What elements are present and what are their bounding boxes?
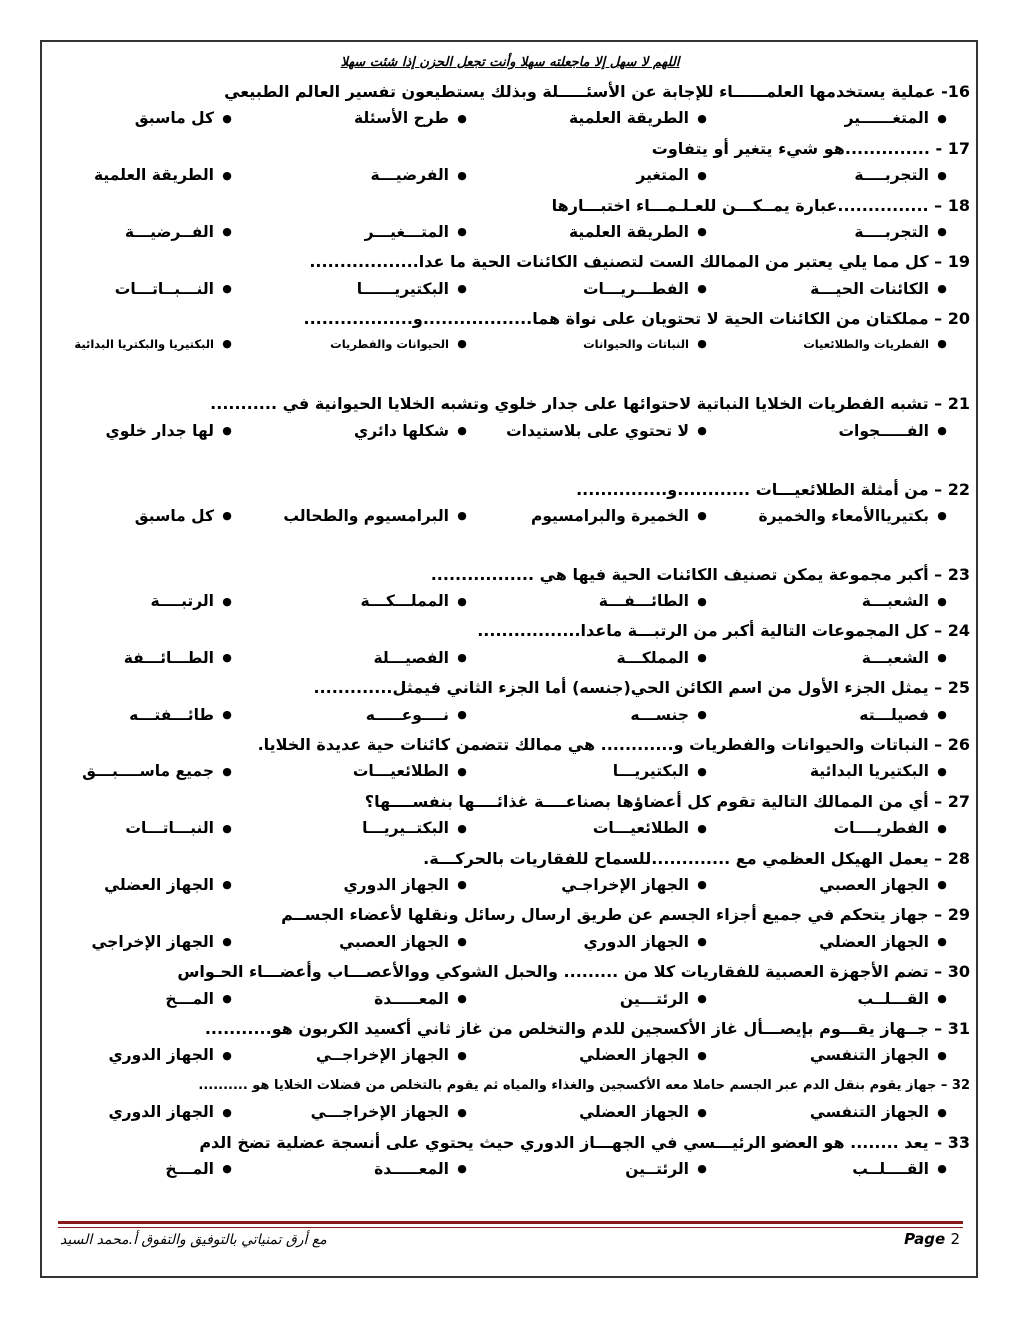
bullet-icon: ● [697,1105,707,1119]
bullet-icon: ● [697,992,707,1006]
answer-option[interactable] [245,334,475,355]
bullet-icon: ● [222,935,232,949]
answer-option[interactable] [245,930,475,955]
options-row [60,277,970,305]
answer-option[interactable] [10,1043,240,1068]
answer-option[interactable] [245,759,475,784]
option-label: الفطريات والطلائعيات [803,336,929,351]
bullet-icon: ● [457,878,467,892]
option-label: المـــخ [165,1159,214,1178]
bullet-icon: ● [937,992,947,1006]
answer-option[interactable] [10,163,240,188]
question-text: 20 – مملكتان من الكائنات الحية لا تحتويان على نواة هما..................و.................. [303,309,970,329]
bullet-icon: ● [457,1162,467,1176]
bullet-icon: ● [222,878,232,892]
question-text: 18 – ...............عبارة يمــكـــن للعـلـمـــاء اختبـــارها [551,195,970,215]
question-text: 33 – يعد ........ هو العضو الرئيـــسي في الجهـــاز الدوري حيث يحتوي على أنسجة عضلية تضخ الدم [199,1132,970,1152]
option-label: الجهاز العصبي [819,875,929,894]
bullet-icon: ● [222,992,232,1006]
option-label: طرح الأسئلة [354,109,449,128]
option-label: التجربــــة [854,222,929,241]
option-label: الفرضيـــة [370,166,449,185]
option-label: الجهاز العضلي [819,932,929,951]
bullet-icon: ● [937,424,947,438]
options-row [60,163,970,191]
option-label: نــــوعـــــه [365,705,449,724]
bullet-icon: ● [697,594,707,608]
option-label: الكائنات الحيـــة [810,279,929,298]
option-label: الجهاز الإخراجـــي [310,1103,449,1122]
bullet-icon: ● [937,651,947,665]
option-label: النـــبــاتـــات [114,279,214,298]
bullet-icon: ● [697,1162,707,1176]
option-label: الطلائعيـــات [352,762,449,781]
options-row [60,873,970,901]
answer-option[interactable] [10,220,240,245]
bullet-icon: ● [457,821,467,835]
answer-option[interactable] [10,1100,240,1125]
bullet-icon: ● [937,337,947,351]
bullet-icon: ● [937,821,947,835]
question-text: 19 – كل مما يلي يعتبر من الممالك الست لتصنيف الكائنات الحية ما عدا.................. [309,252,970,272]
options-row [60,703,970,731]
bullet-icon: ● [697,708,707,722]
answer-option[interactable] [725,816,955,841]
option-label: المتـــغيـــر [364,222,449,241]
option-label: شكلها دائري [354,421,449,440]
bullet-icon: ● [457,111,467,125]
option-label: الجهاز الدوري [108,1103,214,1122]
option-label: كل ماسبق [134,109,214,128]
answer-option[interactable] [725,703,955,728]
option-label: الفــرضيـــة [124,222,214,241]
question-text: 21 – تشبه الفطريات الخلايا النباتية لاحتوائها على جدار خلوي وتشبه الخلايا الحيوانية في ........... [210,394,970,414]
answer-option[interactable] [245,1043,475,1068]
answer-option[interactable] [485,759,715,784]
option-label: الجهاز الدوري [583,932,689,951]
bullet-icon: ● [697,424,707,438]
options-row [60,816,970,844]
option-label: المملكـــة [616,648,689,667]
option-label: الجهاز الإخراجـي [561,875,689,894]
author-line: مع أرق تمنياتي بالتوفيق والتفوق أ.محمد السيد [60,1232,327,1248]
option-label: طائـــفتـــه [129,705,214,724]
option-label: الجهاز الدوري [343,875,449,894]
answer-option[interactable] [245,419,475,444]
question-text: 29 – جهاز يتحكم في جميع أجزاء الجسم عن طريق ارسال رسائل ونقلها لأعضاء الجســم [281,905,970,925]
option-label: الفصيـــلة [373,648,449,667]
option-label: المعـــــدة [374,989,449,1008]
question-text: 25 – يمثل الجزء الأول من اسم الكائن الحي(جنسه) أما الجزء الثاني فيمثل............. [313,678,970,698]
option-label: الشعبـــة [861,648,929,667]
option-label: لا تحتوي على بلاستيدات [506,421,689,440]
option-label: الجهاز التنفسي [809,1103,929,1122]
option-label: الطلائعيـــات [592,819,689,838]
option-label: البكتيريا البدائية [809,762,929,781]
answer-option[interactable] [485,930,715,955]
bullet-icon: ● [457,168,467,182]
bullet-icon: ● [697,935,707,949]
option-label: البرامسيوم والطحالب [283,506,449,525]
bullet-icon: ● [457,1048,467,1062]
bullet-icon: ● [937,509,947,523]
bullet-icon: ● [457,651,467,665]
options-row [60,504,970,561]
option-label: الفطريــــات [833,819,929,838]
answer-option[interactable] [485,1100,715,1125]
bullet-icon: ● [937,1162,947,1176]
options-row [60,334,970,391]
footer-divider-thin [58,1227,963,1228]
option-label: الجهاز العضلي [579,1046,689,1065]
question-list [60,78,970,1185]
answer-option[interactable] [725,759,955,784]
option-label: الشعبـــة [861,592,929,611]
bullet-icon: ● [697,168,707,182]
answer-option[interactable] [245,816,475,841]
options-row [60,646,970,674]
bullet-icon: ● [222,168,232,182]
bullet-icon: ● [937,111,947,125]
answer-option[interactable] [245,703,475,728]
bullet-icon: ● [937,594,947,608]
page-number [904,1230,960,1248]
answer-option[interactable] [725,277,955,302]
question-text: 28 – يعمل الهيكل العظمي مع .............للسماح للفقاريات بالحركـــة. [423,848,970,868]
bullet-icon: ● [222,111,232,125]
question-text: 23 – أكبر مجموعة يمكن تصنيف الكائنات الحية فيها هي ................. [430,564,970,584]
option-label: الجهاز التنفسي [809,1046,929,1065]
answer-option[interactable] [485,816,715,841]
option-label: لها جدار خلوي [105,421,214,440]
answer-option[interactable] [245,504,475,529]
bullet-icon: ● [457,764,467,778]
answer-option[interactable] [485,703,715,728]
answer-option[interactable] [725,504,955,529]
answer-option[interactable] [485,987,715,1012]
option-label: النباتات والحيوانات [583,336,689,351]
bullet-icon: ● [697,651,707,665]
bullet-icon: ● [457,225,467,239]
answer-option[interactable] [725,987,955,1012]
option-label: الطائـــفـــة [598,592,689,611]
answer-option[interactable] [485,220,715,245]
options-row [60,759,970,787]
answer-option[interactable] [10,873,240,898]
bullet-icon: ● [937,878,947,892]
answer-option[interactable] [10,987,240,1012]
bullet-icon: ● [457,509,467,523]
answer-option[interactable] [10,646,240,671]
answer-option[interactable] [725,646,955,671]
answer-option[interactable] [485,334,715,355]
answer-option[interactable] [245,1100,475,1125]
bullet-icon: ● [457,594,467,608]
page-header: اللهم لا سهل إلا ماجعلته سهلا وأنت تجعل الحزن إذا شئت سهلا [340,55,680,70]
answer-option[interactable] [485,504,715,529]
answer-option[interactable] [485,163,715,188]
bullet-icon: ● [222,282,232,296]
bullet-icon: ● [697,337,707,351]
answer-option[interactable] [725,1157,955,1182]
option-label: بكتيرياالأمعاء والخميرة [758,506,929,525]
option-label: الرتبــــة [150,592,214,611]
answer-option[interactable] [725,1100,955,1125]
answer-option[interactable] [725,220,955,245]
bullet-icon: ● [697,111,707,125]
option-label: الرئتــين [625,1159,689,1178]
option-label: المتغــــــير [844,109,929,128]
bullet-icon: ● [697,225,707,239]
options-row [60,220,970,248]
options-row [60,589,970,617]
option-label: البكتيريـــا [612,762,689,781]
option-label: الجهاز العصبي [339,932,449,951]
options-row [60,930,970,958]
answer-option[interactable] [485,589,715,614]
answer-option[interactable] [245,1157,475,1182]
answer-option[interactable] [10,277,240,302]
question-text: 32 – جهاز يقوم بنقل الدم عبر الجسم حاملا معه الأكسجين والغذاء والمياه ثم يقوم بالتخلص من فضلات الخلايا هو .......... [198,1077,970,1093]
option-label: المملـــكـــة [360,592,449,611]
bullet-icon: ● [222,509,232,523]
answer-option[interactable] [725,873,955,898]
page-number-value: 2 [950,1230,960,1248]
question-text: 27 – أي من الممالك التالية تقوم كل أعضاؤها بصناعــــة غذائــــها بنفســــها؟ [364,791,970,811]
answer-option[interactable] [485,1043,715,1068]
option-label: الفطـــريـــات [582,279,689,298]
question-text: 31 – جــهاز يقـــوم بإيصـــأل غاز الأكسجين للدم والتخلص من غاز ثاني أكسيد الكربون هو........... [204,1018,970,1038]
option-label: القــــلــب [852,1159,929,1178]
option-label: التجربــــة [854,166,929,185]
option-label: الجهاز الإخراجــي [315,1046,449,1065]
option-label: جميع ماســــبـــق [82,762,214,781]
answer-option[interactable] [245,873,475,898]
bullet-icon: ● [222,764,232,778]
bullet-icon: ● [937,935,947,949]
options-row [60,1100,970,1128]
option-label: البكتيريــــــا [356,279,449,298]
question-text: 30 – تضم الأجهزة العصبية للفقاريات كلا من ......... والحبل الشوكي ووالأعصـــاب وأعضـــاء الحـواس [177,962,970,982]
bullet-icon: ● [222,225,232,239]
question-text: 24 – كل المجموعات التالية أكبر من الرتبـــة ماعدا................. [477,621,970,641]
answer-option[interactable] [10,930,240,955]
option-label: كل ماسبق [134,506,214,525]
answer-option[interactable] [245,106,475,131]
answer-option[interactable] [485,1157,715,1182]
option-label: فصيلـــته [859,705,929,724]
bullet-icon: ● [457,282,467,296]
options-row [60,987,970,1015]
answer-option[interactable] [485,106,715,131]
answer-option[interactable] [245,646,475,671]
bullet-icon: ● [697,1048,707,1062]
option-label: الجهاز العضلي [579,1103,689,1122]
answer-option[interactable] [10,106,240,131]
bullet-icon: ● [697,878,707,892]
answer-option[interactable] [10,816,240,841]
bullet-icon: ● [697,764,707,778]
answer-option[interactable] [485,277,715,302]
bullet-icon: ● [222,1105,232,1119]
answer-option[interactable] [725,930,955,955]
bullet-icon: ● [457,992,467,1006]
bullet-icon: ● [937,1105,947,1119]
bullet-icon: ● [937,225,947,239]
option-label: الجهاز العضلي [104,875,214,894]
option-label: الرئتـــين [619,989,689,1008]
answer-option[interactable] [485,646,715,671]
option-label: جنســـه [630,705,689,724]
answer-option[interactable] [10,1157,240,1182]
bullet-icon: ● [697,821,707,835]
option-label: المتغير [636,166,689,185]
option-label: القـــلــب [857,989,929,1008]
answer-option[interactable] [10,589,240,614]
bullet-icon: ● [457,935,467,949]
answer-option[interactable] [245,163,475,188]
answer-option[interactable] [10,419,240,444]
option-label: الطـــائـــفة [123,648,214,667]
option-label: الفـــــجوات [838,421,929,440]
answer-option[interactable] [10,703,240,728]
bullet-icon: ● [222,821,232,835]
options-row [60,1043,970,1071]
answer-option[interactable] [725,1043,955,1068]
option-label: المعـــــدة [374,1159,449,1178]
option-label: النبـــاتـــات [125,819,214,838]
bullet-icon: ● [937,1048,947,1062]
answer-option[interactable] [485,873,715,898]
bullet-icon: ● [222,651,232,665]
bullet-icon: ● [697,282,707,296]
bullet-icon: ● [937,168,947,182]
bullet-icon: ● [222,1048,232,1062]
bullet-icon: ● [457,708,467,722]
footer-divider [58,1221,963,1224]
options-row [60,1157,970,1185]
option-label: الخميرة والبرامسيوم [530,506,689,525]
bullet-icon: ● [222,337,232,351]
answer-option[interactable] [725,589,955,614]
page-label: Page [904,1230,946,1248]
option-label: البكتيريا والبكتريا البدائية [74,336,214,351]
question-text: 16- عملية يستخدمها العلمــــــاء للإجابة عن الأسئـــــلة وبذلك يستطيعون تفسير العالم الطبيعي [224,82,970,101]
question-text: 22 – من أمثلة الطلائعيـــات ............و............... [576,479,970,499]
bullet-icon: ● [937,282,947,296]
bullet-icon: ● [697,509,707,523]
bullet-icon: ● [222,594,232,608]
bullet-icon: ● [457,424,467,438]
answer-option[interactable] [245,220,475,245]
option-label: الحيوانات والفطريات [330,336,449,351]
question-text: 17 - ..............هو شيء يتغير أو يتفاوت [651,138,970,158]
options-row [60,419,970,476]
option-label: الجهاز الدوري [108,1046,214,1065]
answer-option[interactable] [725,163,955,188]
question-text: 26 – النباتات والحيوانات والفطريات و............ هي ممالك تتضمن كائنات حية عديدة الخلايا. [257,735,970,755]
bullet-icon: ● [222,708,232,722]
answer-option[interactable] [10,334,240,355]
answer-option[interactable] [245,277,475,302]
answer-option[interactable] [10,504,240,529]
answer-option[interactable] [245,589,475,614]
answer-option[interactable] [725,334,955,355]
option-label: الطريقة العلمية [94,166,214,185]
option-label: الطريقة العلمية [569,222,689,241]
option-label: الجهاز الإخراجي [91,932,214,951]
answer-option[interactable] [725,419,955,444]
bullet-icon: ● [222,424,232,438]
options-row [60,106,970,134]
bullet-icon: ● [222,1162,232,1176]
bullet-icon: ● [937,708,947,722]
bullet-icon: ● [457,337,467,351]
answer-option[interactable] [245,987,475,1012]
option-label: البكتــيريـــا [362,819,449,838]
bullet-icon: ● [457,1105,467,1119]
answer-option[interactable] [485,419,715,444]
answer-option[interactable] [725,106,955,131]
answer-option[interactable] [10,759,240,784]
bullet-icon: ● [937,764,947,778]
option-label: الطريقة العلمية [569,109,689,128]
option-label: المـــخ [165,989,214,1008]
